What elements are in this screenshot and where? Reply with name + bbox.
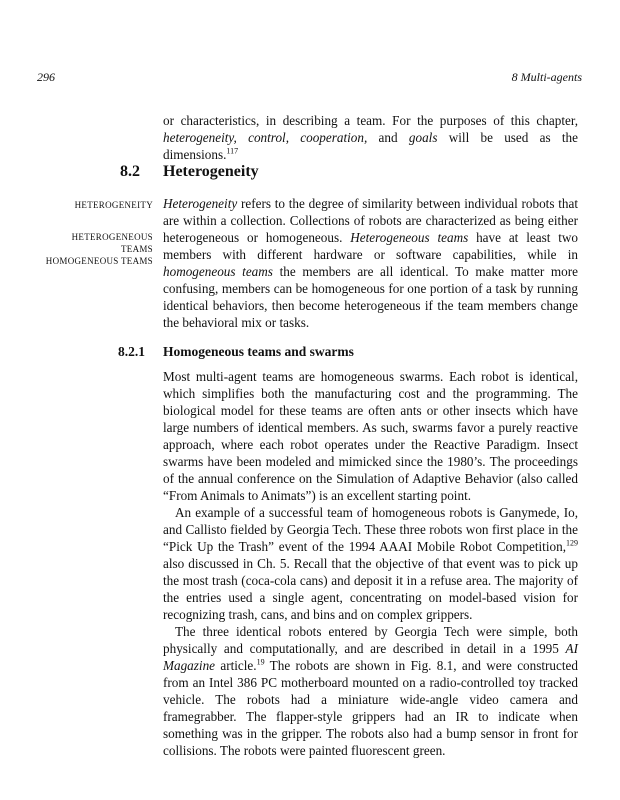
subsection-title: Homogeneous teams and swarms	[163, 344, 354, 359]
subsection-number: 8.2.1	[118, 344, 145, 359]
section-title: Heterogeneity	[163, 163, 259, 180]
margin-note-heterogeneous: HETEROGENEOUS	[71, 232, 153, 242]
paragraph: An example of a successful team of homogeneous robots is Ganymede, Io, and Callisto fielded by Georgia Tech. These three robots won first place in the “Pick Up the Trash” event of the 1994 AAAI Mobile Robot Competition,$^{129}$ also discussed in Ch. 5. Recall that the objective of that event was to pick up the most trash (coca-cola cans) and deposit it in a refuse area. The majority of the entries used a single agent, concentrating on model-based vision for recognizing trash, cans, and bins and on complex grippers.	[163, 505, 578, 622]
intro-paragraph: or characteristics, in describing a team. For the purposes of this chapter, heterogeneity, control, cooperation, and goals will be used as the dimensions.$^{117}$	[163, 113, 578, 162]
citation-ref: 129	[566, 538, 578, 548]
paragraph: Most multi-agent teams are homogeneous swarms. Each robot is identical, which simplifies both the manufacturing cost and the programming. The biological model for these teams are often ants or other insects which have large numbers of identical members. As such, swarms favor a purely reactive approach, where each robot operates under the Reactive Paradigm. Insect swarms have been modeled and mimicked since the 1980’s. The proceedings of the annual conference on the Simulation of Adaptive Behavior (also called “From Animals to Animats”) is an excellent starting point.	[163, 369, 578, 503]
intro-dimensions: heterogeneity, control, cooperation,	[163, 130, 368, 145]
intro-text: or characteristics, in describing a team. For the purposes of this chapter,	[163, 113, 578, 128]
paragraph: The three identical robots entered by Georgia Tech were simple, both physically and computationally, and are described in detail in a 1995 AI Magazine article.$^{19}$ The robots are shown in Fig. 8.1, and were constructed from an Intel 386 PC motherboard mounted on a radio-controlled toy tracked vehicle. The robots had a miniature wide-angle video camera and framegrabber. The flapper-style grippers had an IR to indicate when something was in the gripper. The robots also had a bump sensor in front for collisions. The robots were painted fluorescent green.	[163, 624, 578, 758]
margin-note-homogeneous-teams: HOMOGENEOUS TEAMS	[45, 256, 153, 266]
citation-ref: 117	[226, 146, 239, 156]
margin-note-teams: TEAMS	[120, 244, 153, 254]
section-number: 8.2	[120, 163, 140, 180]
intro-goals: goals	[408, 130, 438, 145]
page-number: 296	[37, 70, 55, 84]
swarms-body	[163, 368, 578, 759]
heterogeneity-paragraph: Heterogeneity refers to the degree of similarity between individual robots that are within a collection. Collections of robots are characterized as being either heterogeneous or homogeneous. Heterogeneous teams have at least two members with different hardware or software capabilities, while in homogeneous teams the members are all identical. To make matter more confusing, members can be homogeneous for one portion of a task by running identical behaviors, then become heterogeneous if the team members change the behavioral mix or tasks.	[163, 196, 578, 330]
citation-ref: 19	[256, 657, 265, 667]
running-head: 8 Multi-agents	[511, 70, 582, 84]
margin-note-heterogeneity: HETEROGENEITY	[74, 200, 153, 210]
